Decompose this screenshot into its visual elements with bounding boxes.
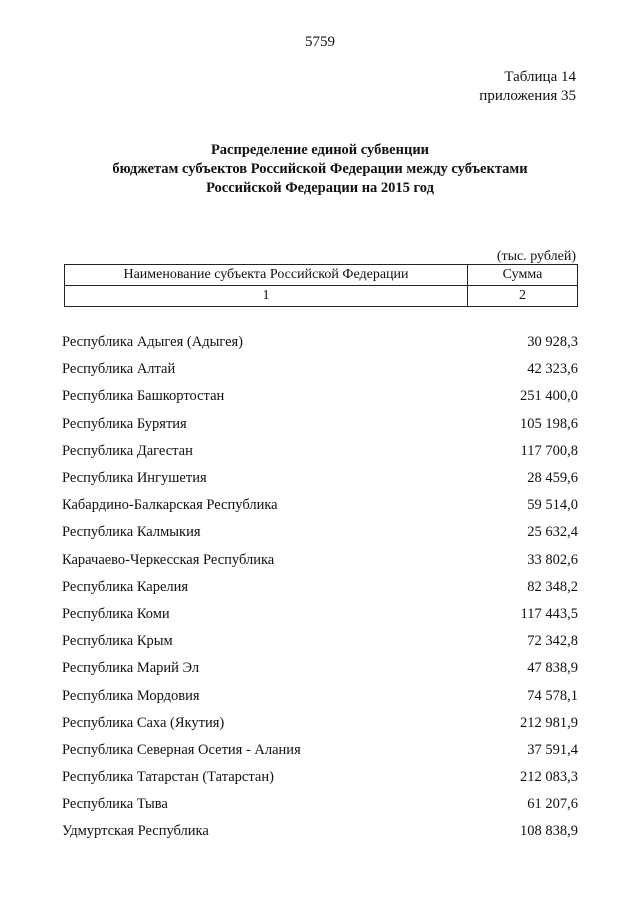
subvention-amount: 42 323,6 <box>527 361 578 378</box>
header-name: Наименование субъекта Российской Федерации <box>65 265 468 286</box>
column-number-1: 1 <box>65 286 468 307</box>
table-row <box>62 574 578 601</box>
subvention-amount: 251 400,0 <box>520 388 578 405</box>
subvention-amount: 25 632,4 <box>527 524 578 541</box>
table-row <box>62 791 578 818</box>
table-row <box>62 682 578 709</box>
subvention-amount: 61 207,6 <box>527 796 578 813</box>
subvention-amount: 72 342,8 <box>527 633 578 650</box>
region-name: Республика Марий Эл <box>62 660 200 677</box>
region-name: Республика Дагестан <box>62 442 193 459</box>
table-row <box>62 329 578 356</box>
table-row <box>62 438 578 465</box>
table-row <box>62 411 578 438</box>
subvention-amount: 105 198,6 <box>520 415 578 432</box>
region-name: Республика Коми <box>62 605 170 622</box>
table-ref-line-2: приложения 35 <box>479 88 576 104</box>
table-row <box>62 628 578 655</box>
table-row <box>62 519 578 546</box>
subvention-amount: 117 700,8 <box>520 442 578 459</box>
subvention-amount: 117 443,5 <box>520 605 578 622</box>
column-number-2: 2 <box>468 286 578 307</box>
subvention-amount: 47 838,9 <box>527 660 578 677</box>
page-number: 5759 <box>305 34 335 50</box>
subvention-amount: 212 083,3 <box>520 769 578 786</box>
units-label: (тыс. рублей) <box>496 249 576 264</box>
region-name: Республика Карелия <box>62 578 189 595</box>
region-name: Республика Северная Осетия - Алания <box>62 741 301 758</box>
region-name: Республика Саха (Якутия) <box>62 714 225 731</box>
region-name: Республика Ингушетия <box>62 470 207 487</box>
region-name: Республика Башкортостан <box>62 388 225 405</box>
table-row <box>62 547 578 574</box>
subvention-amount: 108 838,9 <box>520 823 578 840</box>
region-name: Республика Тыва <box>62 796 168 813</box>
table-row <box>62 764 578 791</box>
subvention-amount: 74 578,1 <box>527 687 578 704</box>
subvention-amount: 59 514,0 <box>527 497 578 514</box>
region-name: Республика Алтай <box>62 361 176 378</box>
column-number-row <box>65 286 578 307</box>
subvention-amount: 82 348,2 <box>527 578 578 595</box>
region-name: Республика Калмыкия <box>62 524 201 541</box>
region-name: Кабардино-Балкарская Республика <box>62 497 278 514</box>
title-line-1: Распределение единой субвенции <box>210 142 430 158</box>
subvention-amount: 28 459,6 <box>527 470 578 487</box>
region-name: Республика Адыгея (Адыгея) <box>62 334 244 351</box>
table-body <box>62 329 578 846</box>
subvention-amount: 33 802,6 <box>527 551 578 568</box>
table-row <box>62 492 578 519</box>
table-reference <box>479 68 576 106</box>
region-name: Республика Бурятия <box>62 415 187 432</box>
table-row <box>62 710 578 737</box>
table-ref-line-1: Таблица 14 <box>504 69 576 85</box>
header-row <box>65 265 578 286</box>
subvention-amount: 212 981,9 <box>520 714 578 731</box>
table-row <box>62 465 578 492</box>
title-line-3: Российской Федерации на 2015 год <box>206 180 434 196</box>
table-row <box>62 818 578 845</box>
region-name: Карачаево-Черкесская Республика <box>62 551 275 568</box>
title-line-2: бюджетам субъектов Российской Федерации между субъектами <box>112 161 528 177</box>
region-name: Республика Татарстан (Татарстан) <box>62 769 274 786</box>
subvention-amount: 30 928,3 <box>527 334 578 351</box>
region-name: Республика Крым <box>62 633 173 650</box>
region-name: Удмуртская Республика <box>62 823 209 840</box>
document-title <box>0 141 640 198</box>
table-row <box>62 383 578 410</box>
table-row <box>62 737 578 764</box>
header-amount: Сумма <box>468 265 578 286</box>
table-row <box>62 601 578 628</box>
table-row <box>62 356 578 383</box>
subvention-amount: 37 591,4 <box>527 741 578 758</box>
region-name: Республика Мордовия <box>62 687 200 704</box>
table-row <box>62 655 578 682</box>
table-header <box>64 264 578 307</box>
